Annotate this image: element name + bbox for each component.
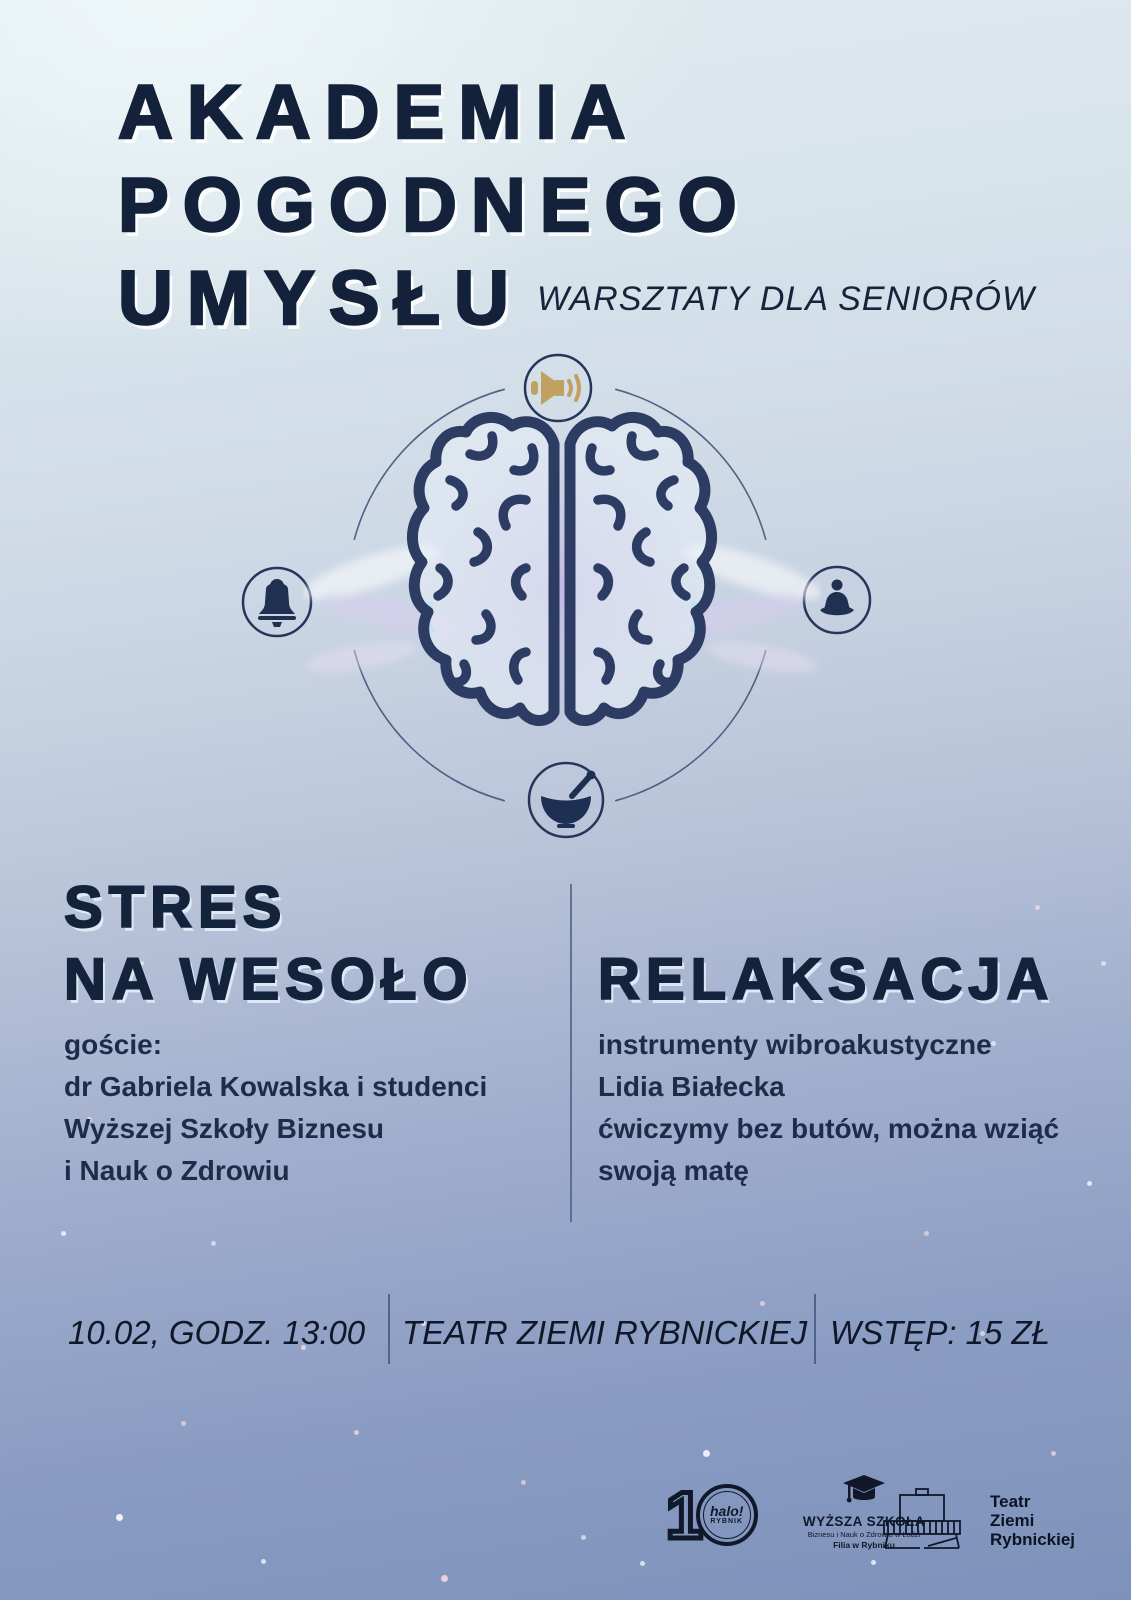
halo-script-text: halo!	[709, 1503, 744, 1519]
info-divider-2	[814, 1294, 816, 1364]
brain-illustration	[302, 372, 822, 802]
theater-name-line-1: Teatr	[990, 1492, 1031, 1511]
event-price: WSTĘP: 15 ZŁ	[830, 1314, 1051, 1351]
halo-rybnik-logo	[666, 1478, 758, 1552]
title-line-3: UMYSŁU	[118, 256, 523, 341]
note-line-2: swoją matę	[598, 1155, 749, 1186]
event-venue: TEATR ZIEMI RYBNICKIEJ	[402, 1314, 808, 1351]
note-line-1: ćwiczymy bez butów, można wziąć	[598, 1113, 1060, 1144]
halo-number-one: 1	[666, 1478, 703, 1552]
instruments-line: instrumenty wibroakustyczne	[598, 1029, 992, 1060]
theater-logo	[880, 1488, 1075, 1550]
theater-name-line-3: Rybnickiej	[990, 1530, 1076, 1549]
halo-circle-badge	[696, 1484, 758, 1546]
relaksacja-details	[598, 1024, 1059, 1192]
school-subline-1: Biznesu i Nauk o Zdrowiu w Łodzi	[807, 1530, 921, 1539]
theater-building-icon	[880, 1488, 964, 1550]
school-name: WYŻSZA SZKOŁA	[802, 1514, 926, 1529]
title-line-1: AKADEMIA	[118, 70, 640, 155]
bell-icon	[243, 568, 311, 636]
school-subline-2: Filia w Rybniku	[833, 1540, 895, 1550]
stres-details	[64, 1024, 487, 1192]
halo-city-text: RYBNIK	[710, 1518, 743, 1525]
stres-heading-line-2: NA WESOŁO	[64, 947, 474, 1012]
theater-name	[990, 1492, 1075, 1549]
title-line-2: POGODNEGO	[118, 163, 751, 248]
instructor-name: Lidia Białecka	[598, 1071, 785, 1102]
guest-school-line-2: i Nauk o Zdrowiu	[64, 1155, 290, 1186]
info-divider-1	[388, 1294, 390, 1364]
event-date-time: 10.02, GODZ. 13:00	[68, 1314, 366, 1351]
theater-name-line-2: Ziemi	[990, 1511, 1035, 1530]
sparkle-dots	[0, 0, 3, 3]
guest-name: dr Gabriela Kowalska i studenci	[64, 1071, 488, 1102]
section-heading-stres	[64, 872, 474, 1016]
guests-label: goście:	[64, 1029, 163, 1060]
guest-school-line-1: Wyższej Szkoły Biznesu	[64, 1113, 385, 1144]
section-heading-relaksacja: RELAKSACJA	[598, 947, 1055, 1012]
column-divider	[570, 884, 572, 1222]
subtitle: WARSZTATY DLA SENIORÓW	[537, 280, 1036, 318]
stres-heading-line-1: STRES	[64, 875, 288, 940]
